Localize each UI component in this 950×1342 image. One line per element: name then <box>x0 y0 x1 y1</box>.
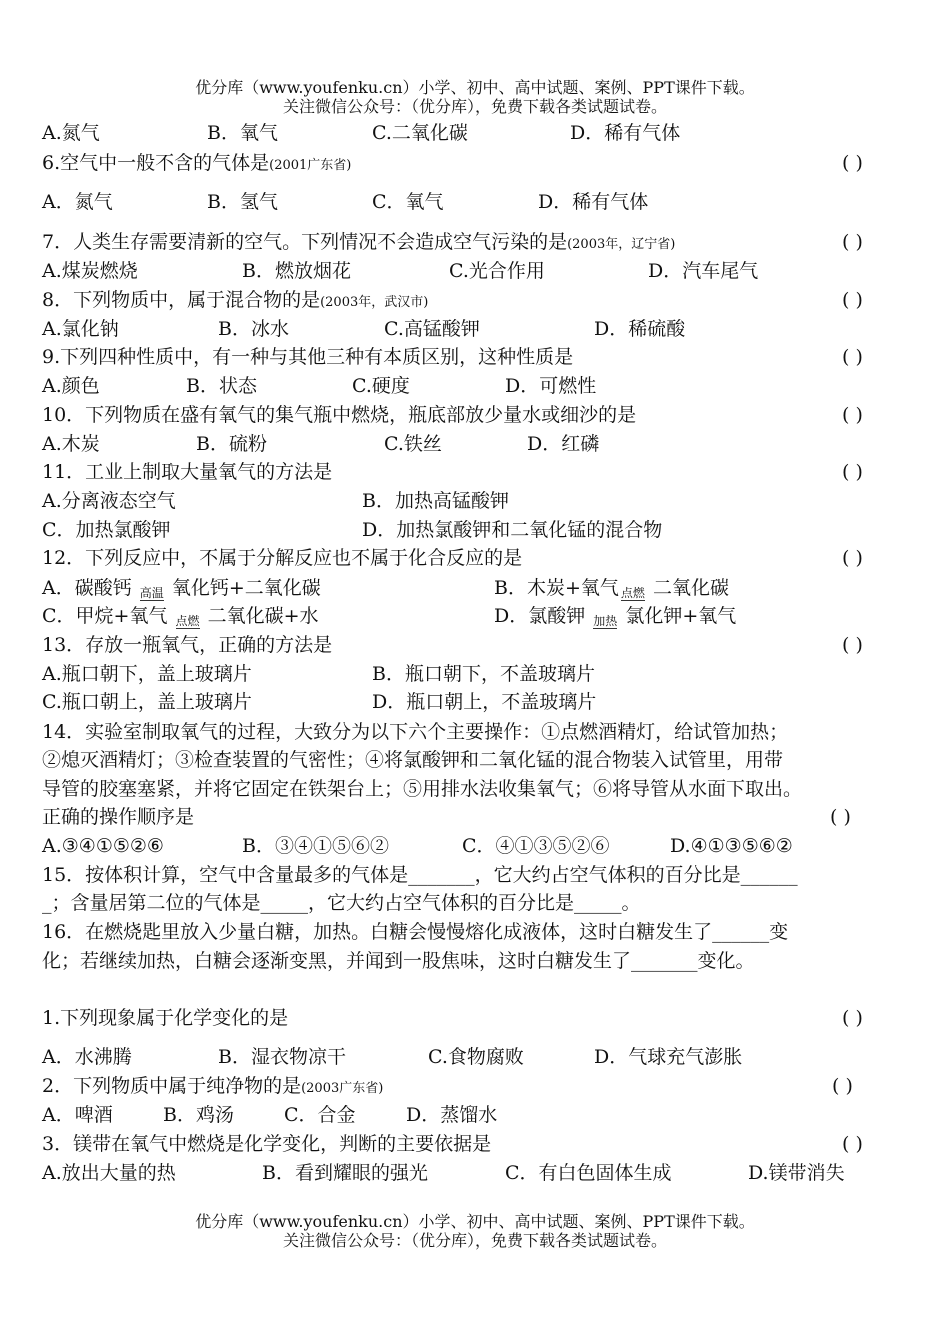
q8-source: (2003年，武汉市) <box>320 295 429 310</box>
q8-stem-text: 8．下列物质中，属于混合物的是 <box>42 289 321 311</box>
q14-option-a: A.③④①⑤②⑥ <box>42 835 164 857</box>
q14-option-b: B．③④①⑤⑥② <box>242 835 389 857</box>
q8-answer-blank: ( ) <box>842 289 863 311</box>
q8-option-b: B．冰水 <box>218 318 289 340</box>
q6-option-a: A．氮气 <box>42 191 113 213</box>
p2-source: (2003广东省) <box>301 1081 384 1096</box>
q10-option-c: C.铁丝 <box>384 433 442 455</box>
q8-option-d: D．稀硫酸 <box>594 318 686 340</box>
q14-option-d: D.④①③⑤⑥② <box>670 835 793 857</box>
q13-stem: 13．存放一瓶氧气，正确的方法是 <box>42 634 333 656</box>
q12-b-condition: 点燃 <box>620 586 645 600</box>
q12-d-left: D．氯酸钾 <box>494 605 586 627</box>
q10-answer-blank: ( ) <box>842 404 863 426</box>
q5-option-a: A.氮气 <box>42 122 100 144</box>
q7-option-a: A.煤炭燃烧 <box>42 260 138 282</box>
p1-stem: 1.下列现象属于化学变化的是 <box>42 1007 289 1029</box>
q11-stem: 11．工业上制取大量氧气的方法是 <box>42 461 333 483</box>
q12-b-right: 二氧化碳 <box>652 577 729 599</box>
q8-option-c: C.高锰酸钾 <box>384 318 480 340</box>
q9-stem: 9.下列四种性质中，有一种与其他三种有本质区别，这种性质是 <box>42 346 574 368</box>
q13-option-d: D．瓶口朝上，不盖玻璃片 <box>372 691 597 713</box>
q8-stem <box>42 288 428 315</box>
p1-answer-blank: ( ) <box>842 1007 863 1029</box>
q12-c-left: C．甲烷+氧气 <box>42 605 168 627</box>
p2-option-b: B．鸡汤 <box>163 1104 234 1126</box>
q12-c-right: 二氧化碳+水 <box>207 605 319 627</box>
p2-option-c: C．合金 <box>284 1104 356 1126</box>
q10-option-b: B．硫粉 <box>196 433 267 455</box>
q9-option-b: B．状态 <box>186 375 257 397</box>
p3-option-d: D.镁带消失 <box>748 1162 845 1184</box>
p2-option-a: A．啤酒 <box>42 1104 113 1126</box>
q12-c-condition: 点燃 <box>175 614 200 628</box>
p3-option-b: B．看到耀眼的强光 <box>262 1162 428 1184</box>
p1-option-d: D．气球充气澎胀 <box>594 1046 743 1068</box>
q6-stem <box>42 151 351 178</box>
p2-option-d: D．蒸馏水 <box>406 1104 498 1126</box>
q5-option-b: B．氧气 <box>207 122 278 144</box>
q9-option-c: C.硬度 <box>352 375 410 397</box>
q14-line-2: ②熄灭酒精灯；③检查装置的气密性；④将氯酸钾和二氧化锰的混合物装入试管里，用带 <box>42 749 784 771</box>
p3-answer-blank: ( ) <box>842 1133 863 1155</box>
q12-option-c <box>42 604 319 629</box>
q12-a-right: 氧化钙+二氧化碳 <box>171 577 321 599</box>
q6-option-c: C．氧气 <box>372 191 444 213</box>
q12-stem: 12．下列反应中，不属于分解反应也不属于化合反应的是 <box>42 547 523 569</box>
q6-answer-blank: ( ) <box>842 152 863 174</box>
q7-answer-blank: ( ) <box>842 231 863 253</box>
q14-option-c: C．④①③⑤②⑥ <box>462 835 610 857</box>
q7-stem-text: 7．人类生存需要清新的空气。下列情况不会造成空气污染的是 <box>42 231 568 253</box>
q14-line-4: 正确的操作顺序是 <box>42 806 195 828</box>
p3-stem: 3．镁带在氧气中燃烧是化学变化，判断的主要依据是 <box>42 1133 492 1155</box>
p3-option-a: A.放出大量的热 <box>42 1162 176 1184</box>
p2-stem <box>42 1074 383 1101</box>
q11-answer-blank: ( ) <box>842 461 863 483</box>
q5-option-c: C.二氧化碳 <box>372 122 468 144</box>
q7-option-c: C.光合作用 <box>449 260 545 282</box>
q11-option-b: B．加热高锰酸钾 <box>362 490 509 512</box>
header-line-1: 优分库（www.youfenku.cn）小学、初中、高中试题、案例、PPT课件下载。 <box>195 78 755 97</box>
q9-option-d: D．可燃性 <box>505 375 597 397</box>
q7-stem <box>42 230 675 257</box>
footer-line-2: 关注微信公众号：（优分库），免费下载各类试题试卷。 <box>282 1231 667 1250</box>
footer-line-1: 优分库（www.youfenku.cn）小学、初中、高中试题、案例、PPT课件下载。 <box>195 1212 755 1231</box>
p2-answer-blank: ( ) <box>832 1075 853 1097</box>
q14-line-3: 导管的胶塞塞紧，并将它固定在铁架台上；⑤用排水法收集氧气；⑥将导管从水面下取出。 <box>42 778 803 800</box>
p1-option-b: B．湿衣物凉干 <box>218 1046 346 1068</box>
q14-line-1: 14．实验室制取氧气的过程，大致分为以下六个主要操作：①点燃酒精灯，给试管加热； <box>42 721 789 743</box>
q13-option-a: A.瓶口朝下，盖上玻璃片 <box>42 663 252 685</box>
q13-answer-blank: ( ) <box>842 634 863 656</box>
q7-option-d: D．汽车尾气 <box>648 260 759 282</box>
q12-answer-blank: ( ) <box>842 547 863 569</box>
q11-option-d: D．加热氯酸钾和二氧化锰的混合物 <box>362 519 663 541</box>
q16-line-1: 16．在燃烧匙里放入少量白糖，加热。白糖会慢慢熔化成液体，这时白糖发生了______变 <box>42 921 789 943</box>
p2-stem-text: 2．下列物质中属于纯净物的是 <box>42 1075 302 1097</box>
q12-d-right: 氯化钾+氧气 <box>625 605 737 627</box>
q10-stem: 10．下列物质在盛有氧气的集气瓶中燃烧，瓶底部放少量水或细沙的是 <box>42 404 637 426</box>
q9-answer-blank: ( ) <box>842 346 863 368</box>
q10-option-d: D．红磷 <box>527 433 600 455</box>
q12-d-condition: 加热 <box>593 614 618 628</box>
q5-option-d: D．稀有气体 <box>570 122 681 144</box>
q7-option-b: B．燃放烟花 <box>242 260 351 282</box>
q6-option-b: B．氢气 <box>207 191 278 213</box>
q15-line-1: 15．按体积计算，空气中含量最多的气体是_______，它大约占空气体积的百分比是______ <box>42 864 798 886</box>
p1-option-a: A．水沸腾 <box>42 1046 132 1068</box>
p1-option-c: C.食物腐败 <box>428 1046 524 1068</box>
q7-source: (2003年，辽宁省) <box>567 237 676 252</box>
q12-option-d <box>494 604 736 629</box>
q13-option-c: C.瓶口朝上，盖上玻璃片 <box>42 691 252 713</box>
q11-option-c: C．加热氯酸钾 <box>42 519 171 541</box>
p3-option-c: C．有白色固体生成 <box>505 1162 672 1184</box>
q16-line-2: 化；若继续加热，白糖会逐渐变黑，并闻到一股焦味，这时白糖发生了_______变化。 <box>42 950 755 972</box>
q13-option-b: B．瓶口朝下，不盖玻璃片 <box>372 663 595 685</box>
q6-source: (2001广东省) <box>269 158 352 173</box>
q10-option-a: A.木炭 <box>42 433 100 455</box>
q6-stem-text: 6.空气中一般不含的气体是 <box>42 152 270 174</box>
header-line-2: 关注微信公众号：（优分库），免费下载各类试题试卷。 <box>282 97 667 116</box>
page-footer <box>0 1212 950 1250</box>
q12-option-a <box>42 576 321 601</box>
q8-option-a: A.氯化钠 <box>42 318 119 340</box>
q12-b-left: B．木炭+氧气 <box>494 577 619 599</box>
q14-answer-blank: ( ) <box>830 806 851 828</box>
page-header <box>0 78 950 116</box>
q11-option-a: A.分离液态空气 <box>42 490 176 512</box>
q6-option-d: D．稀有气体 <box>538 191 649 213</box>
q12-a-condition: 高温 <box>139 586 164 600</box>
q15-line-2: _；含量居第二位的气体是_____，它大约占空气体积的百分比是_____。 <box>42 892 641 914</box>
q9-option-a: A.颜色 <box>42 375 100 397</box>
q12-option-b <box>494 576 729 601</box>
q12-a-left: A．碳酸钙 <box>42 577 132 599</box>
